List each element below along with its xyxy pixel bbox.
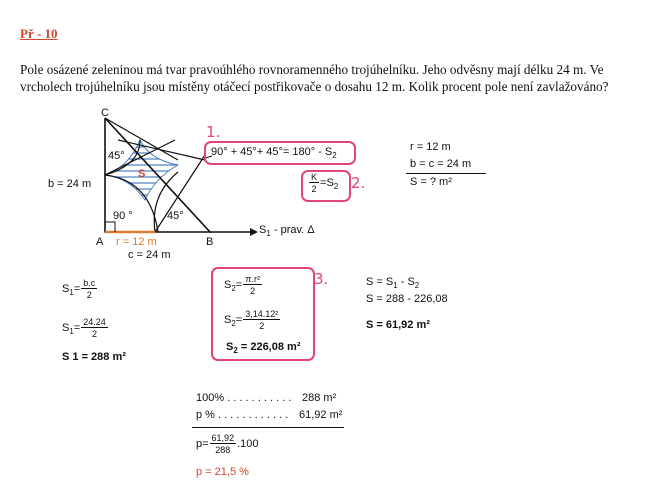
marker-2: 2. xyxy=(351,174,366,192)
k-formula: $\frac{K}{2}$ $=S_2$ xyxy=(311,172,339,194)
s-substituted: S = 288 - 226,08 xyxy=(366,293,448,305)
percent-row-2-left: p % . . . . . . . . . . . . xyxy=(196,409,289,421)
given-bc: b = c = 24 m xyxy=(410,158,472,170)
s-formula: $S = S_1 - S_2$ xyxy=(366,276,420,291)
marker-3: 3. xyxy=(314,270,329,288)
side-b-label: b = 24 m xyxy=(48,178,92,190)
angle-sum: $90^\circ + 45^\circ+ 45^\circ= 180^\circ - S_2$ xyxy=(211,146,337,161)
radius-label: r = 12 m xyxy=(116,236,157,248)
percent-row-1-left: 100% . . . . . . . . . . . xyxy=(196,392,292,404)
percent-row-1-right: 288 m² xyxy=(302,392,337,404)
s2-substituted: $S_2=$ $\frac{\text{3,14.12²}}{2}$ xyxy=(224,309,279,331)
given-s: S = ? m² xyxy=(410,176,452,188)
angle-b: 45° xyxy=(167,210,184,222)
given-r: r = 12 m xyxy=(410,141,451,153)
angle-c: 45° xyxy=(108,150,125,162)
percent-row-2-right: 61,92 m² xyxy=(299,409,343,421)
s2-result: $S_2 = 226,08$ m² xyxy=(226,341,301,356)
s1-result: S 1 = 288 m² xyxy=(62,351,126,363)
marker-1: 1. xyxy=(206,123,221,141)
side-c-label: c = 24 m xyxy=(128,249,171,261)
percent-divider xyxy=(192,427,344,428)
angle-a: 90 ° xyxy=(113,210,133,222)
axis-arrowhead xyxy=(250,228,258,236)
problem-statement: Pole osázené zeleninou má tvar pravoúhlého rovnoramenného trojúhelníku. Jeho odvěsny mají délku 24 m. Ve vrcholech trojúhelníku jsou místěny otáčecí postřikovače o dosahu 12 m. Kolik procent pole není zavlažováno? xyxy=(20,62,609,94)
vertex-c: C xyxy=(101,107,109,119)
vertex-b: B xyxy=(206,236,214,248)
percent-formula: p= $\frac{61,92}{288}$ .100 xyxy=(196,433,259,455)
region-s-label: S xyxy=(138,168,146,180)
given-underline xyxy=(406,173,486,174)
s1-label: $S_1$ - prav. Δ xyxy=(259,224,315,239)
final-answer: p = 21,5 % xyxy=(196,466,249,478)
s2-formula: $S_2=$ $\frac{\text{π.r²}}{2}$ xyxy=(224,274,260,296)
vertex-a: A xyxy=(96,236,104,248)
s-result: S = 61,92 m² xyxy=(366,319,430,331)
exercise-title: Př - 10 xyxy=(20,26,58,41)
s1-formula: $S_1=$ $\frac{b.c}{2}$ xyxy=(62,278,96,300)
s1-substituted: $S_1=$ $\frac{24.24}{2}$ xyxy=(62,317,106,339)
